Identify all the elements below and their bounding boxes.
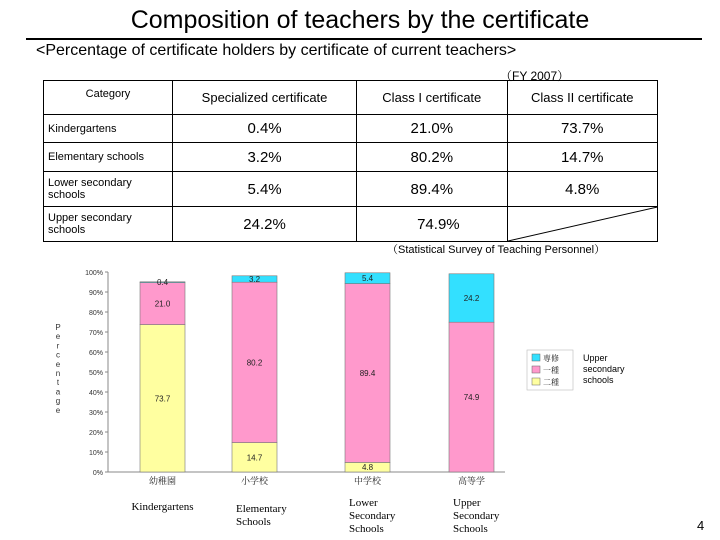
cell-class1: 80.2% — [357, 143, 507, 172]
legend-swatch — [532, 354, 540, 361]
x-tick-label: 高等学 — [457, 477, 486, 487]
row-category: Kindergartens — [44, 115, 173, 143]
category-caption: Kindergartens — [131, 501, 194, 513]
x-tick-label: 小学校 — [240, 477, 269, 487]
header-specialized: Specialized certificate — [173, 81, 357, 115]
y-tick-label: 50% — [88, 370, 103, 377]
category-caption: Secondary — [453, 510, 500, 522]
page-title: Composition of teachers by the certificate — [130, 6, 590, 34]
y-axis-title-letter: P — [55, 323, 61, 332]
bar-data-label: 14.7 — [246, 453, 263, 463]
category-caption: Lower — [349, 497, 378, 509]
legend-note: Upper — [583, 353, 608, 363]
header-class2: Class II certificate — [507, 81, 658, 115]
cell-class2: 4.8% — [507, 172, 658, 207]
source-note: （Statistical Survey of Teaching Personnel） — [387, 244, 606, 256]
y-axis-title-letter: g — [55, 396, 61, 406]
legend-note: schools — [583, 375, 614, 385]
legend-label: 二種 — [543, 378, 559, 387]
y-axis-title-letter: a — [55, 387, 61, 397]
category-caption: Schools — [453, 523, 488, 535]
bar-data-label: 80.2 — [246, 358, 263, 368]
y-tick-label: 40% — [88, 390, 103, 397]
category-caption: Upper — [453, 497, 481, 509]
y-tick-label: 0% — [92, 470, 103, 477]
bar-data-label: 74.9 — [463, 393, 480, 403]
bar-data-label: 5.4 — [361, 274, 374, 284]
y-tick-label: 10% — [88, 450, 103, 457]
bar-data-label: 24.2 — [463, 294, 480, 303]
y-tick-label: 60% — [88, 350, 103, 357]
header-category: Category — [44, 81, 173, 115]
y-tick-label: 30% — [88, 410, 103, 417]
category-caption: Secondary — [349, 510, 396, 522]
legend-label: 専修 — [543, 354, 559, 363]
y-tick-label: 90% — [88, 290, 103, 297]
cell-specialized: 0.4% — [173, 115, 357, 143]
y-axis-title-letter: c — [56, 350, 60, 360]
bar-data-label: 21.0 — [154, 299, 171, 309]
y-tick-label: 100% — [85, 270, 103, 277]
y-axis-title-letter: e — [55, 332, 61, 342]
cell-class2: 73.7% — [507, 115, 658, 143]
row-category: Lower secondary schools — [44, 172, 173, 207]
cell-class2: 14.7% — [507, 143, 658, 172]
y-tick-label: 20% — [88, 430, 103, 437]
page-number: 4 — [697, 518, 705, 533]
y-tick-label: 80% — [88, 310, 103, 317]
cell-class1: 74.9% — [357, 207, 507, 242]
cell-specialized: 5.4% — [173, 172, 357, 207]
bar-data-label: 73.7 — [154, 394, 171, 404]
y-tick-label: 70% — [88, 330, 103, 337]
y-axis-title-letter: t — [56, 378, 60, 388]
legend-label: 一種 — [543, 366, 559, 375]
bar-data-label: 89.4 — [359, 369, 376, 378]
bar-data-label: 4.8 — [361, 463, 374, 473]
legend-note: secondary — [583, 364, 625, 374]
cell-specialized: 24.2% — [173, 207, 357, 242]
category-caption: Elementary — [236, 503, 287, 515]
category-caption: Schools — [349, 523, 384, 535]
cell-class1: 89.4% — [357, 172, 507, 207]
row-category: Upper secondary schools — [44, 207, 173, 242]
header-class1: Class I certificate — [357, 81, 507, 115]
cell-specialized: 3.2% — [173, 143, 357, 172]
y-axis-title-letter: e — [55, 359, 61, 369]
bar-data-label: 3.2 — [248, 275, 261, 284]
y-axis-title-letter: e — [55, 405, 61, 415]
bar-data-label: 0.4 — [156, 278, 169, 288]
page-subtitle: <Percentage of certificate holders by certificate of current teachers> — [36, 42, 517, 59]
fiscal-year-label: （FY 2007） — [500, 69, 570, 83]
category-caption: Schools — [236, 516, 271, 528]
legend-swatch — [532, 366, 540, 373]
legend-swatch — [532, 378, 540, 385]
y-axis-title-letter: n — [55, 369, 61, 378]
x-tick-label: 中学校 — [353, 477, 382, 487]
x-tick-label: 幼稚園 — [148, 477, 177, 487]
cell-class1: 21.0% — [357, 115, 507, 143]
y-axis-title-letter: r — [56, 341, 60, 351]
row-category: Elementary schools — [44, 143, 173, 172]
